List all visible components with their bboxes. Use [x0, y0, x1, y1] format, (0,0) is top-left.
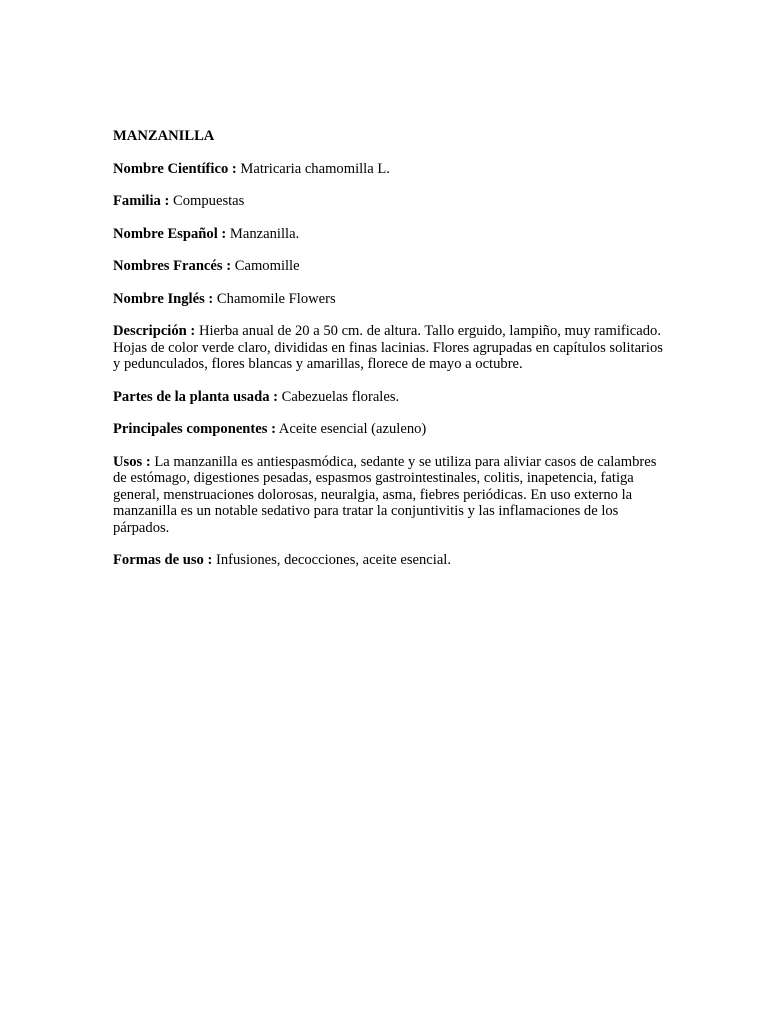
- document-title: MANZANILLA: [113, 128, 215, 144]
- entry-value: La manzanilla es antiespasmódica, sedante y se utiliza para aliviar casos de calambres de estómago, digestiones pesadas, espasmos gastrointestinales, colitis, inapetencia, fatiga general, menstruaciones dolorosas, neuralgia, asma, fiebres periódicas. En uso externo la manzanilla es un notable sedativo para tratar la conjuntivitis y las inflamaciones de los párpados.: [113, 453, 657, 536]
- entry-label: Principales componentes :: [113, 421, 276, 437]
- entry-label: Familia :: [113, 193, 170, 209]
- entry-label: Nombre Español :: [113, 225, 227, 242]
- entry-value: Manzanilla.: [229, 225, 300, 242]
- entry-label: Partes de la planta usada :: [113, 388, 278, 405]
- entry-partes-planta: [113, 389, 673, 406]
- document-page: [113, 128, 673, 585]
- entry-value: Camomille: [234, 258, 300, 274]
- entry-descripcion: [113, 323, 673, 373]
- entry-label: Descripción :: [113, 323, 196, 339]
- entry-formas-de-uso: [113, 552, 673, 569]
- entry-label: Usos :: [113, 453, 151, 470]
- entry-usos: [113, 454, 673, 537]
- entry-value: Matricaria chamomilla L.: [240, 160, 390, 177]
- entry-nombres-frances: [113, 258, 673, 275]
- entry-nombre-espanol: [113, 226, 673, 243]
- entry-label: Nombre Inglés :: [113, 290, 214, 307]
- entry-principales-componentes: [113, 421, 673, 438]
- entry-value: Aceite esencial (azuleno): [278, 421, 427, 437]
- entry-value: Infusiones, decocciones, aceite esencial.: [215, 552, 451, 568]
- entry-label: Formas de uso :: [113, 552, 213, 568]
- entry-nombre-ingles: [113, 291, 673, 308]
- entry-value: Compuestas: [173, 193, 245, 209]
- entry-value: Hierba anual de 20 a 50 cm. de altura. Tallo erguido, lampiño, muy ramificado. Hojas de color verde claro, divididas en finas lacinias. Flores agrupadas en capítulos solitarios y pedunculados, flores blancas y amarillas, florece de mayo a octubre.: [113, 323, 663, 372]
- entry-value: Cabezuelas florales.: [281, 388, 400, 405]
- entry-label: Nombre Científico :: [113, 160, 237, 177]
- entry-familia: [113, 193, 673, 210]
- entry-label: Nombres Francés :: [113, 258, 232, 274]
- entry-value: Chamomile Flowers: [216, 290, 336, 307]
- entry-nombre-cientifico: [113, 161, 673, 178]
